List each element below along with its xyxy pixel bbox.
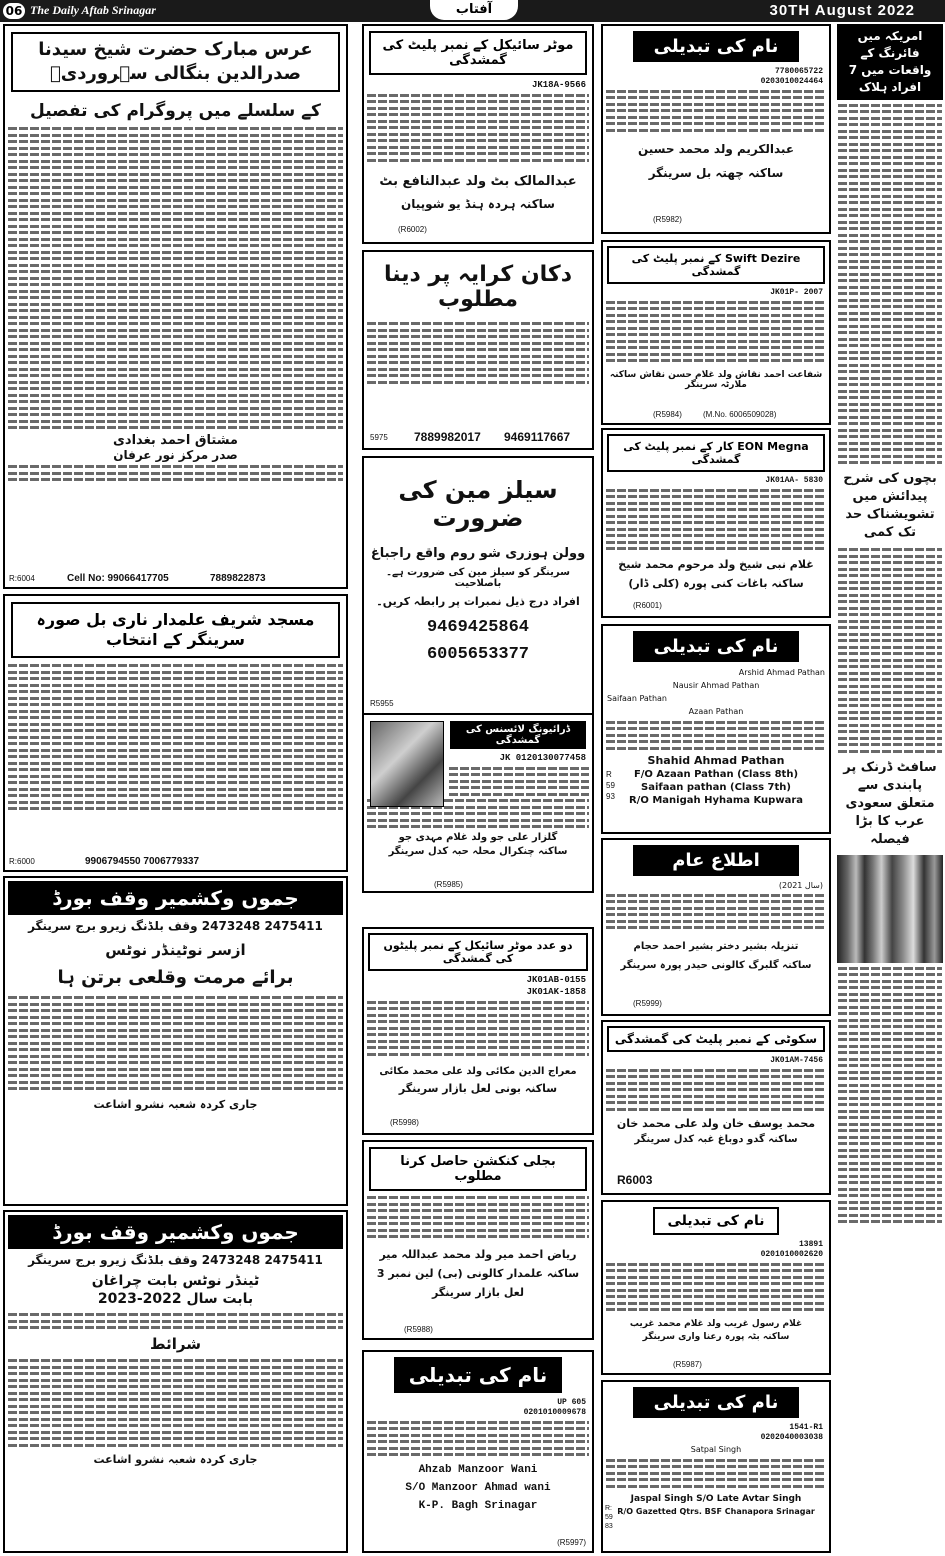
scooty-reg: JK01AM-7456 <box>770 1056 823 1065</box>
name5-sig-2: R/O Gazetted Qtrs. BSF Chanapora Srinagar <box>617 1506 815 1516</box>
name5-old-name: Satpal Singh <box>690 1445 742 1454</box>
name2-ref: R5993 <box>606 770 615 801</box>
public-notice-ad <box>601 838 831 1016</box>
electric-address-2: لعل بازار سرینگر <box>431 1286 525 1299</box>
name2-sig-1: Shahid Ahmad Pathan <box>647 753 785 767</box>
news1-body <box>837 104 943 465</box>
electric-title: بجلی کنکشن حاصل کرنا مطلوب <box>369 1147 587 1191</box>
name3-address: ساکنہ بٹہ پورہ رعنا واری سرینگر <box>642 1332 790 1342</box>
name-change-ad-5 <box>601 1380 831 1553</box>
waqf1-notice: ازسر نوٹینڈر نوٹس <box>105 941 246 959</box>
masjid-title: مسجد شریف علمدار ناری بل صورہ سرینگر کے انتخاب <box>11 602 340 658</box>
news3-body <box>837 967 943 1224</box>
two-motorcycle-plates-lost-ad <box>362 927 594 1135</box>
name2-title: نام کی تبدیلی <box>633 631 799 662</box>
name4-meter: UP 605 <box>557 1398 586 1407</box>
swift-reg: JK01P- 2007 <box>770 288 823 297</box>
news1-headline: امریکہ میں فائرنگ کے واقعات میں 7 افراد ہلاک <box>837 24 943 100</box>
waqf1-address-phones: 2475411 2473248 وقف بلڈنگ زیرو برج سرینگر <box>28 919 323 933</box>
name4-account: 0201010009678 <box>523 1408 586 1417</box>
eon-title: EON Megna کار کے نمبر پلیٹ کی گمشدگی <box>607 434 825 472</box>
news2-body <box>837 548 943 753</box>
eon-megna-plate-lost-ad <box>601 428 831 618</box>
urs-signatory-title: صدر مرکز نور عرفان <box>113 447 238 462</box>
urs-subtitle: کے سلسلے میں پروگرام کی تفصیل <box>30 101 321 121</box>
scooty-address: ساکنہ گدو دوباغ غبہ کدل سرینگر <box>634 1133 798 1145</box>
salesman-ref: R5955 <box>370 699 394 708</box>
license-holder-address: ساکنہ چنکرال محلہ حبہ کدل سرینگر <box>388 846 568 857</box>
name4-father: S/O Manzoor Ahmad wani <box>405 1482 551 1494</box>
name1-holder: عبدالکریم ولد محمد حسین <box>637 141 795 156</box>
motorcycle-plate-lost-ad <box>362 24 594 244</box>
name1-title: نام کی تبدیلی <box>633 31 799 62</box>
name3-account: 0201010002620 <box>760 1250 823 1259</box>
salesman-phone-2: 6005653377 <box>426 645 530 664</box>
name1-account: 0203010024464 <box>760 77 823 86</box>
driving-license-lost-ad <box>362 713 594 893</box>
eon-address: ساکنہ باغات کنی پورہ (کلی ڈار) <box>628 577 804 590</box>
electric-connection-ad <box>362 1140 594 1340</box>
motorcycle-reg: JK18A-9566 <box>531 80 586 90</box>
shop-ref: 5975 <box>370 433 388 442</box>
name1-ref: (R5982) <box>653 215 682 224</box>
publication-name: The Daily Aftab Srinagar <box>30 3 156 17</box>
license-title: ڈرائیونگ لائسنس کی گمشدگی <box>450 721 586 749</box>
name-change-ad-2 <box>601 624 831 834</box>
name5-ref: R:5983 <box>605 1505 613 1530</box>
waqf2-conditions-heading: شرائط <box>150 1335 201 1353</box>
name2-sig-2: F/O Azaan Pathan (Class 8th) <box>633 768 799 780</box>
twowheel-reg-1: JK01AB-0155 <box>526 975 586 985</box>
notice-address: ساکنہ گلبرگ کالونی حیدر پورہ سرینگر <box>620 960 812 971</box>
urs-ref: R:6004 <box>9 574 35 583</box>
name4-name: Ahzab Manzoor Wani <box>418 1464 538 1476</box>
news3-headline: سافٹ ڈرنک پر پابندی سے متعلق سعودی عرب کا بڑا فیصلہ <box>843 759 937 847</box>
name5-title: نام کی تبدیلی <box>633 1387 799 1418</box>
notice-ref: (R5999) <box>633 999 662 1008</box>
swift-mobile: (M.No. 6006509028) <box>703 410 777 419</box>
name1-meter: 7780065722 <box>774 67 823 76</box>
name3-holder: غلام رسول غریب ولد غلام محمد غریب <box>629 1319 803 1329</box>
name-change-ad-3 <box>601 1200 831 1375</box>
name4-address: K-P. Bagh Srinagar <box>418 1500 538 1512</box>
license-holder-photo <box>370 721 444 807</box>
motorcycle-address: ساکنہ ہردہ ہنڈ یو شوپیان <box>401 196 555 211</box>
shop-rent-ad <box>362 250 594 450</box>
urs-cell: Cell No: 99066417705 <box>67 573 169 584</box>
waqf1-title: جموں وکشمیر وقف بورڈ <box>8 881 343 915</box>
name2-old-4: Azaan Pathan <box>688 707 744 716</box>
notice-year: (سال 2021) <box>778 881 823 890</box>
electric-applicant: ریاض احمد میر ولد محمد عبداللہ میر <box>379 1248 577 1261</box>
salesman-line-2: سرینگر کو سیلز مین کی ضرورت ہے۔ باصلاحیت <box>386 567 570 589</box>
salesman-line-3: افراد درج ذیل نمبرات پر رابطہ کریں۔ <box>376 595 580 608</box>
name1-address: ساکنہ چھتہ بل سرینگر <box>648 165 784 180</box>
masjid-ad <box>3 594 348 872</box>
waqf2-year: بابت سال 2022-2023 <box>97 1291 254 1307</box>
newspaper-logo: آفتاب <box>430 0 518 20</box>
motorcycle-ref: (R6002) <box>398 225 427 234</box>
name2-sig-4: R/O Manigah Hyhama Kupwara <box>628 794 803 806</box>
twowheel-title: دو عدد موٹر سائیکل کے نمبر پلیٹوں کی گمشدگی <box>368 933 588 971</box>
urs-ad <box>3 24 348 589</box>
eon-reg: JK01AA- 5830 <box>765 476 823 485</box>
waqf-board-repair-ad <box>3 876 348 1206</box>
eon-ref: (R6001) <box>633 601 662 610</box>
motorcycle-title: موٹر سائیکل کے نمبر پلیٹ کی گمشدگی <box>369 31 587 75</box>
electric-address-1: ساکنہ علمدار کالونی (بی) لین نمبر 3 <box>376 1267 580 1280</box>
waqf2-address-phones: 2475411 2473248 وقف بلڈنگ زیرو برج سرینگر <box>28 1253 323 1267</box>
urs-body-text <box>5 127 346 429</box>
urs-phone: 7889822873 <box>210 573 266 584</box>
swift-dezire-plate-lost-ad <box>601 240 831 425</box>
masjid-body-text <box>5 664 346 810</box>
eon-owner: غلام نبی شیخ ولد مرحوم محمد شیخ <box>618 558 814 571</box>
name-change-ad-1 <box>601 24 831 234</box>
salesman-line-1: وولن ہوزری شو روم واقع راجباغ <box>370 546 586 561</box>
shop-phone-2: 9469117667 <box>504 430 571 444</box>
name3-meter: 13891 <box>798 1240 823 1249</box>
license-ref: (R5985) <box>434 880 463 889</box>
electric-ref: (R5988) <box>404 1325 433 1334</box>
name4-title: نام کی تبدیلی <box>394 1357 562 1393</box>
waqf1-body-text <box>5 996 346 1090</box>
name2-sig-3: Saifaan pathan (Class 7th) <box>641 781 791 793</box>
name5-sig-1: Jaspal Singh S/O Late Avtar Singh <box>630 1493 802 1504</box>
waqf2-notice: ٹینڈر نوٹس بابت چراغان <box>91 1273 260 1289</box>
scooty-title: سکوٹی کے نمبر پلیٹ کی گمشدگی <box>607 1026 825 1052</box>
twowheel-address: ساکنہ بونی لعل بازار سرینگر <box>398 1081 558 1095</box>
twowheel-reg-2: JK01AK-1858 <box>526 987 586 997</box>
license-holder-name: گلزار علی جو ولد غلام مہدی جو <box>398 832 558 843</box>
name5-meter: 1541-R1 <box>789 1423 823 1432</box>
notice-title: اطلاع عام <box>633 845 799 876</box>
swift-title: Swift Dezire کے نمبر پلیٹ کی گمشدگی <box>607 246 825 284</box>
urs-signatory: مشتاق احمد بغدادی <box>113 432 238 448</box>
notice-name: تنزیلہ بشیر دختر بشیر احمد حجام <box>633 941 799 952</box>
name3-title: نام کی تبدیلی <box>653 1207 779 1235</box>
soft-drink-bottles-photo <box>837 855 943 963</box>
salesman-phone-1: 9469425864 <box>426 618 530 637</box>
license-number: JK 0120130077458 <box>499 753 586 763</box>
news-column <box>837 24 943 1553</box>
waqf2-conditions-text <box>5 1359 346 1447</box>
urs-title: عرس مبارک حضرت شیخ سیدنا صدرالدین بنگالی سہروردیؒ <box>11 32 340 92</box>
shop-title: دکان کرایہ پر دینا مطلوب <box>383 262 572 312</box>
salesman-wanted-ad <box>362 456 594 718</box>
shop-phone-1: 7889982017 <box>414 430 481 444</box>
waqf-board-lighting-ad <box>3 1210 348 1553</box>
masthead <box>0 0 945 22</box>
issue-date: 30TH August 2022 <box>769 2 915 19</box>
twowheel-owner: معراج الدین مکائی ولد علی محمد مکائی <box>379 1065 577 1077</box>
swift-owner: شفاعت احمد نقاش ولد غلام حسن نقاش ساکنہ ملارٹہ سرینگر <box>609 370 823 390</box>
scooty-plate-lost-ad <box>601 1020 831 1195</box>
swift-ref: (R5984) <box>653 410 682 419</box>
masjid-ref: R:6000 <box>9 857 35 866</box>
page-number: 06 <box>3 3 25 19</box>
name2-old-3: Saifaan Pathan <box>607 694 667 703</box>
motorcycle-owner: عبدالمالک بٹ ولد عبدالنافع بٹ <box>379 173 577 189</box>
waqf2-footer: جاری کردہ شعبہ نشرو اشاعت <box>93 1452 258 1466</box>
masjid-phones: 9906794550 7006779337 <box>85 856 200 867</box>
name4-ref: (R5997) <box>557 1538 586 1547</box>
name3-ref: (R5987) <box>673 1360 702 1369</box>
name2-old-1: Arshid Ahmad Pathan <box>738 668 825 677</box>
scooty-owner: محمد یوسف خان ولد علی محمد خان <box>616 1116 816 1130</box>
waqf1-subject: برائے مرمت وقلعی برتن ہا <box>57 967 294 988</box>
salesman-title: سیلز مین کی ضرورت <box>398 476 558 532</box>
waqf1-footer: جاری کردہ شعبہ نشرو اشاعت <box>93 1098 258 1111</box>
name-change-ad-4 <box>362 1350 594 1553</box>
name5-account: 0202040003038 <box>760 1433 823 1442</box>
twowheel-ref: (R5998) <box>390 1118 419 1127</box>
scooty-ref: R6003 <box>617 1173 653 1187</box>
news2-headline: بچوں کی شرح پیدائش میں تشویشناک حد تک کمی <box>843 471 937 540</box>
name2-old-2: Nausir Ahmad Pathan <box>672 681 760 690</box>
waqf2-title: جموں وکشمیر وقف بورڈ <box>8 1215 343 1249</box>
